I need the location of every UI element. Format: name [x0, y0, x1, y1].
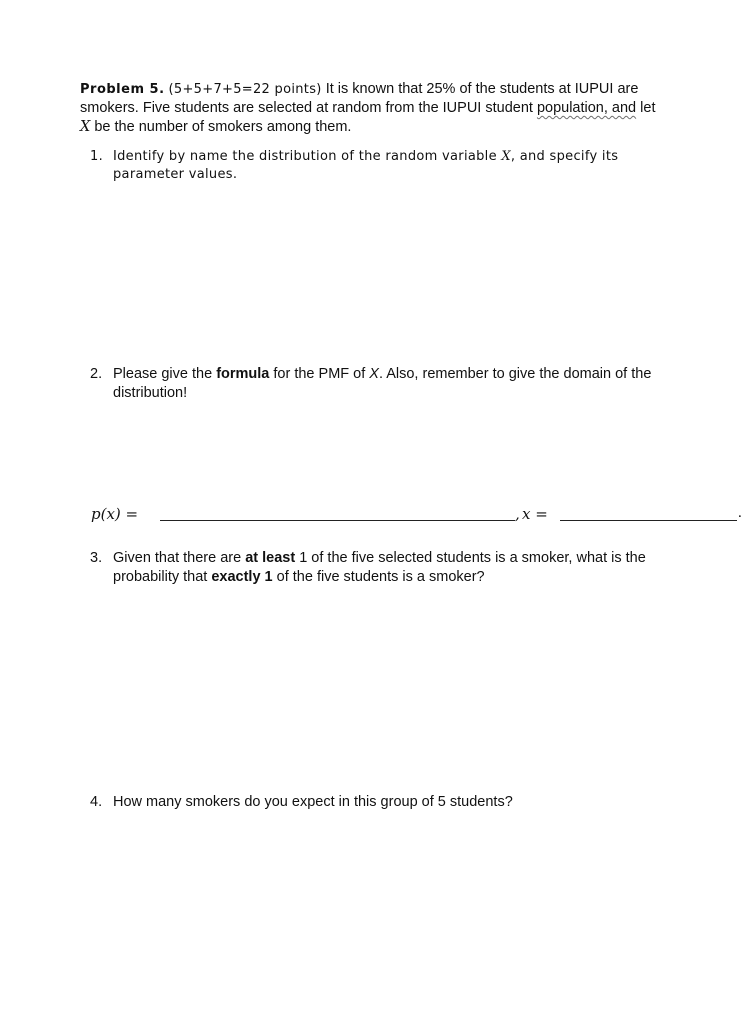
problem-statement	[80, 80, 660, 137]
domain-lhs: x =	[522, 505, 548, 523]
question-2	[90, 365, 660, 403]
question-number: 1.	[90, 149, 104, 164]
pmf-formula-blank[interactable]	[160, 520, 515, 521]
problem-text-end: be the number of smokers among them.	[94, 119, 352, 135]
question-text: , and specify its parameter values.	[113, 149, 619, 182]
question-emphasis: at least	[245, 550, 296, 566]
question-number: 3.	[90, 550, 103, 566]
flagged-text: population, and	[536, 100, 637, 116]
question-4	[90, 793, 660, 812]
question-emphasis: formula	[216, 366, 270, 382]
problem-label: Problem 5.	[80, 82, 165, 97]
question-text: 1 of the five selected students is a smoker, what is the probability that	[113, 550, 646, 585]
problem-text: It is known that 25% of the students at IUPUI are smokers. Five students are selected at random from the IUPUI student	[80, 81, 639, 116]
pmf-end: .	[738, 505, 742, 521]
question-text: How many smokers do you expect in this group of 5 students?	[113, 794, 513, 810]
question-text: of the five students is a smoker?	[276, 569, 485, 585]
variable-x: X	[369, 366, 379, 382]
question-text: Identify by name the distribution of the random variable	[113, 149, 497, 164]
domain-blank[interactable]	[560, 520, 737, 521]
problem-points: (5+5+7+5=22 points)	[168, 82, 322, 97]
pmf-answer-line	[91, 503, 742, 527]
problem-text-let: let	[640, 100, 656, 116]
pmf-lhs: p(x) =	[91, 505, 139, 523]
variable-x: X	[501, 149, 511, 164]
question-text: for the PMF of	[273, 366, 366, 382]
question-number: 4.	[90, 794, 103, 810]
question-emphasis: exactly 1	[211, 569, 273, 585]
variable-x: X	[80, 119, 91, 135]
question-1	[90, 148, 660, 184]
question-3	[90, 549, 660, 587]
pmf-comma: ,	[515, 505, 520, 523]
question-text: Given that there are	[113, 550, 242, 566]
question-text: . Also, remember to give the domain of the distribution!	[113, 366, 652, 401]
question-text: Please give the	[113, 366, 213, 382]
question-number: 2.	[90, 366, 103, 382]
